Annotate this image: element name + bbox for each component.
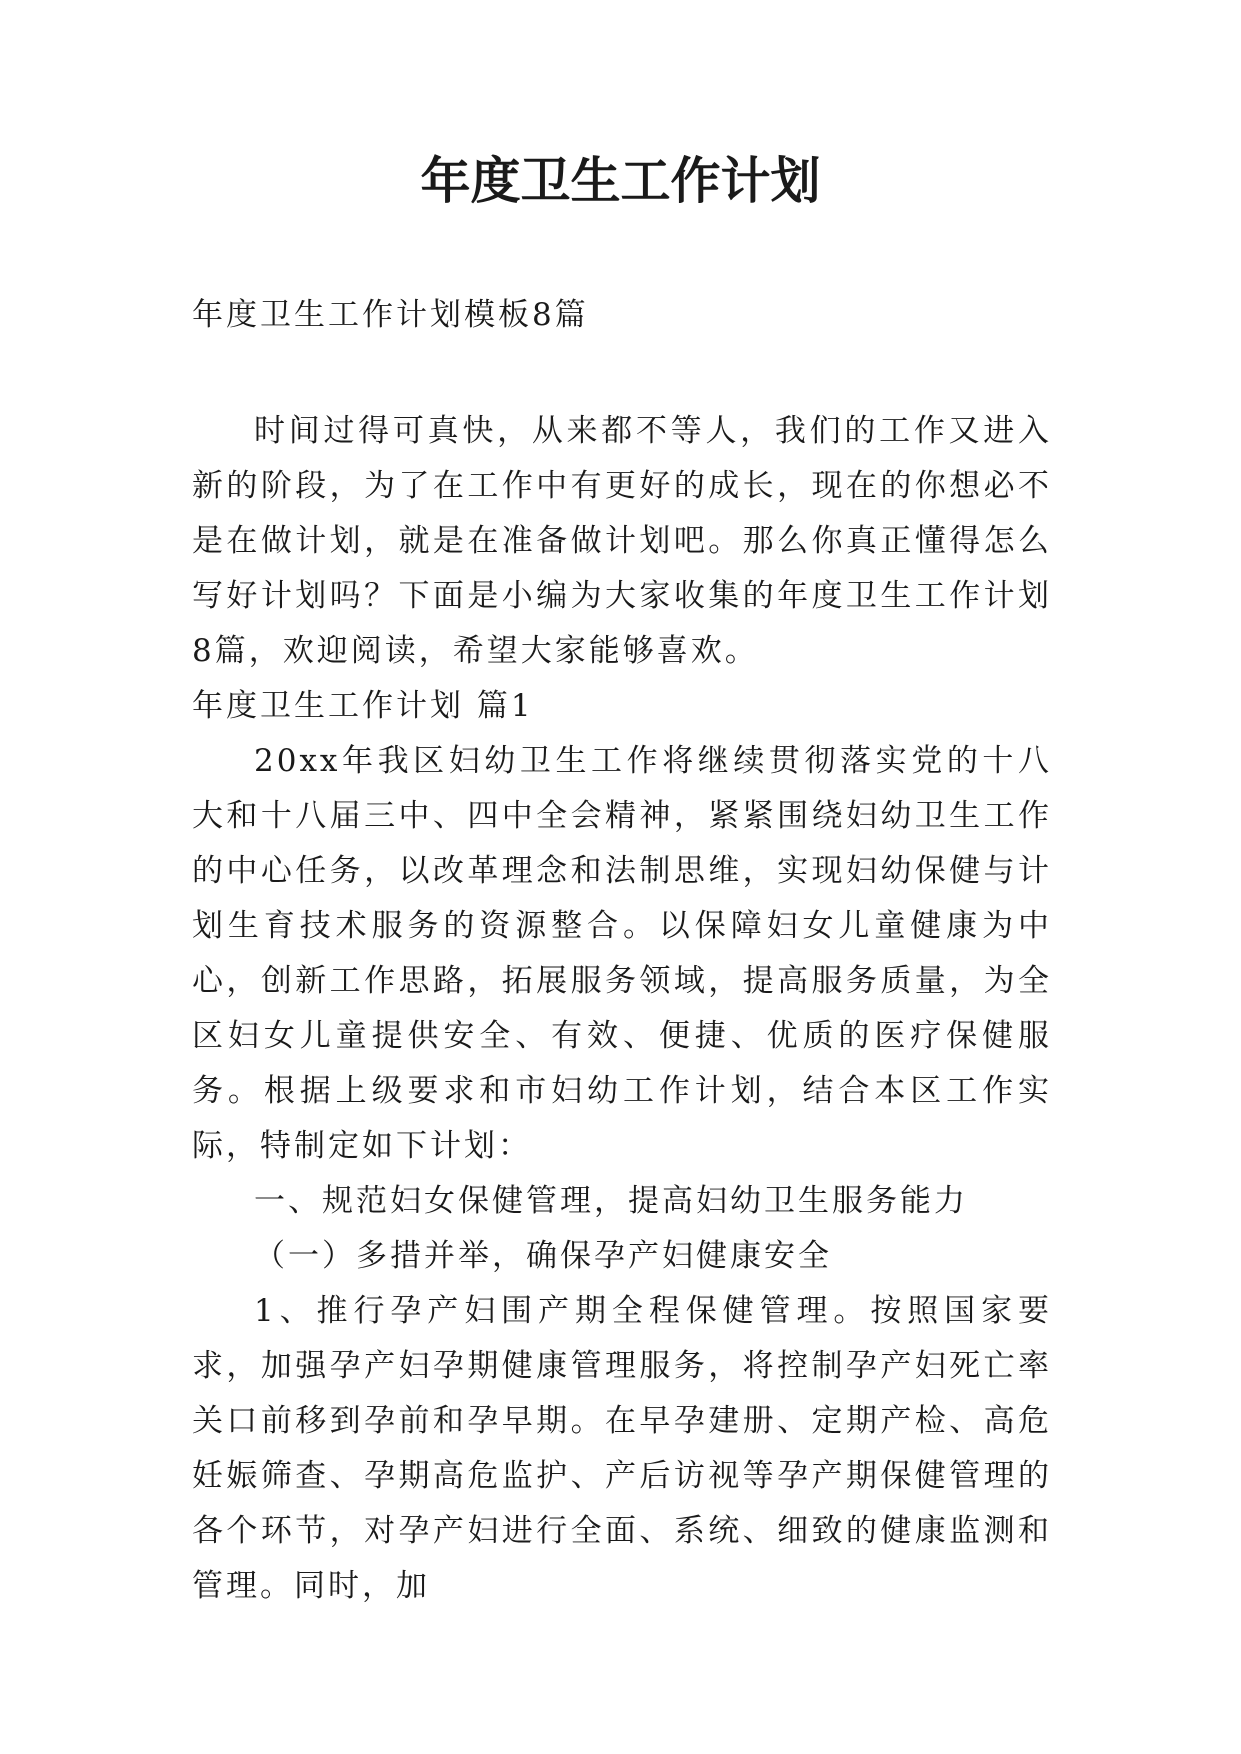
document-title: 年度卫生工作计划: [420, 151, 821, 210]
body-paragraph: 一、规范妇女保健管理，提高妇幼卫生服务能力: [254, 1183, 968, 1219]
body-paragraph: （一）多措并举，确保孕产妇健康安全: [254, 1238, 832, 1274]
body-paragraph: 20xx年我区妇幼卫生工作将继续贯彻落实党的十八大和十八届三中、四中全会精神，紧紧围绕妇幼卫生工作的中心任务，以改革理念和法制思维，实现妇幼保健与计划生育技术服务的资源整合。以保障妇女儿童健康为中心，创新工作思路，拓展服务领域，提高服务质量，为全区妇女儿童提供安全、有效、便捷、优质的医疗保健服务。根据上级要求和市妇幼工作计划，结合本区工作实际，特制定如下计划：: [192, 743, 1052, 1164]
section-heading: 年度卫生工作计划 篇1: [192, 688, 534, 724]
document-subtitle: 年度卫生工作计划模板8篇: [192, 297, 589, 333]
intro-paragraph: 时间过得可真快，从来都不等人，我们的工作又进入新的阶段，为了在工作中有更好的成长，现在的你想必不是在做计划，就是在准备做计划吧。那么你真正懂得怎么写好计划吗？下面是小编为大家收集的年度卫生工作计划8篇，欢迎阅读，希望大家能够喜欢。: [192, 413, 1052, 669]
body-paragraph: 1、推行孕产妇围产期全程保健管理。按照国家要求，加强孕产妇孕期健康管理服务，将控制孕产妇死亡率关口前移到孕前和孕早期。在早孕建册、定期产检、高危妊娠筛查、孕期高危监护、产后访视等孕产期保健管理的各个环节，对孕产妇进行全面、系统、细致的健康监测和管理。同时，加: [192, 1293, 1052, 1604]
document-body: [192, 404, 1052, 1614]
